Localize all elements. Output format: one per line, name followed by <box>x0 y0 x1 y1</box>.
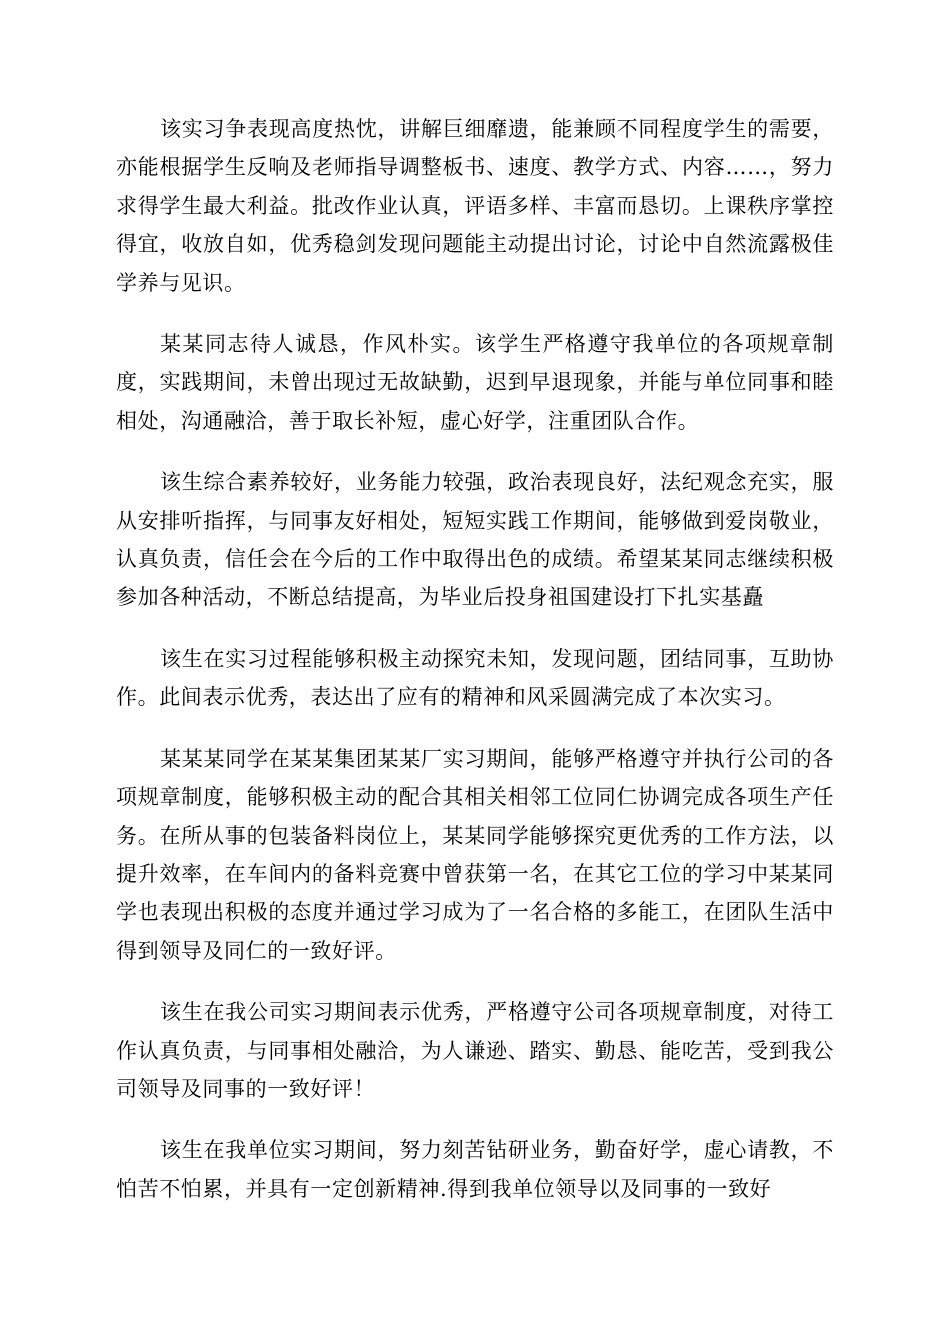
paragraph: 该生在我公司实习期间表示优秀，严格遵守公司各项规章制度，对待工作认真负责，与同事相处融洽，为人谦逊、踏实、勤恳、能吃苦，受到我公司领导及同事的一致好评！ <box>116 1000 834 1101</box>
paragraph: 该生在实习过程能够积极主动探究未知，发现问题，团结同事，互助协作。此间表示优秀，表达出了应有的精神和风采圆满完成了本次实习。 <box>116 646 834 710</box>
paragraph: 该生综合素养较好，业务能力较强，政治表现良好，法纪观念充实，服从安排听指挥，与同事友好相处，短短实践工作期间，能够做到爱岗敬业，认真负责，信任会在今后的工作中取得出色的成绩。希望某某同志继续积极参加各种活动，不断总结提高，为毕业后投身祖国建设打下扎实基矗 <box>116 470 834 610</box>
paragraph: 某某某同学在某某集团某某厂实习期间，能够严格遵守并执行公司的各项规章制度，能够积极主动的配合其相关相邻工位同仁协调完成各项生产任务。在所从事的包装备料岗位上，某某同学能够探究更优秀的工作方法，以提升效率，在车间内的备料竞赛中曾获第一名，在其它工位的学习中某某同学也表现出积极的态度并通过学习成为了一名合格的多能工，在团队生活中得到领导及同仁的一致好评。 <box>116 746 834 963</box>
paragraph: 某某同志待人诚恳，作风朴实。该学生严格遵守我单位的各项规章制度，实践期间，未曾出现过无故缺勤，迟到早退现象，并能与单位同事和睦相处，沟通融洽，善于取长补短，虚心好学，注重团队合作。 <box>116 332 834 433</box>
document-body <box>116 110 834 1231</box>
paragraph: 该实习争表现高度热忱，讲解巨细靡遗，能兼顾不同程度学生的需要，亦能根据学生反响及老师指导调整板书、速度、教学方式、内容……，努力求得学生最大利益。批改作业认真，评语多样、丰富而恳切。上课秩序掌控得宜，收放自如，优秀稳剑发现问题能主动提出讨论，讨论中自然流露极佳学养与见识。 <box>116 117 834 295</box>
paragraph: 该生在我单位实习期间，努力刻苦钻研业务，勤奋好学，虚心请教，不怕苦不怕累，并具有一定创新精神.得到我单位领导以及同事的一致好 <box>116 1138 834 1201</box>
